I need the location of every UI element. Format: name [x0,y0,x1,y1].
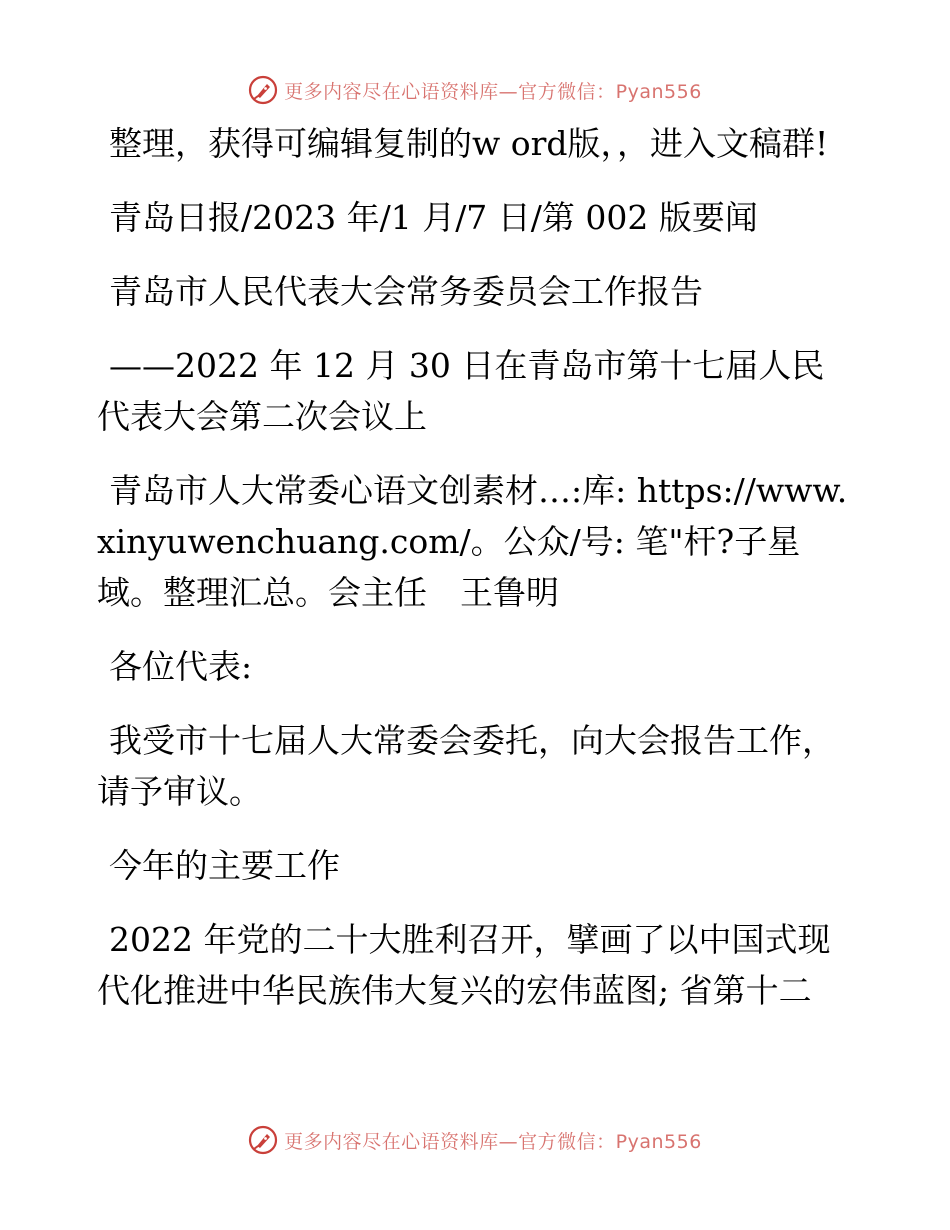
footer-banner-text: 更多内容尽在心语资料库—官方微信：Pyan556 [284,1130,702,1153]
paragraph-section-heading: 今年的主要工作 [109,846,340,885]
footer-watermark-banner [0,1120,950,1160]
paragraph-intro: 整理，获得可编辑复制的w ord版，，进入文稿群! [109,124,829,163]
footer-banner-inner [248,1125,702,1155]
document-body [97,118,857,1039]
header-banner-text: 更多内容尽在心语资料库—官方微信：Pyan556 [284,80,702,103]
paragraph-subtitle: ——2022 年 12 月 30 日在青岛市第十七届人民代表大会第二次会议上 [97,346,825,436]
pen-nib-logo-icon [248,1125,278,1155]
paragraph-greeting: 各位代表: [109,647,253,686]
paragraph-author: 青岛市人大常委心语文创素材…:库: https://www.xinyuwenchuang.com/。公众/号: 笔"杆?子星域。整理汇总。会主任 王鲁明 [97,471,848,612]
pen-nib-logo-icon [248,75,278,105]
paragraph-source: 青岛日报/2023 年/1 月/7 日/第 002 版要闻 [109,198,758,237]
paragraph-title: 青岛市人民代表大会常务委员会工作报告 [109,272,703,311]
header-watermark-banner [0,70,950,110]
paragraph-body: 2022 年党的二十大胜利召开，擘画了以中国式现代化推进中华民族伟大复兴的宏伟蓝图; 省第十二 [97,920,831,1010]
header-banner-inner [248,75,702,105]
paragraph-opening: 我受市十七届人大常委会委托，向大会报告工作，请予审议。 [97,721,835,811]
